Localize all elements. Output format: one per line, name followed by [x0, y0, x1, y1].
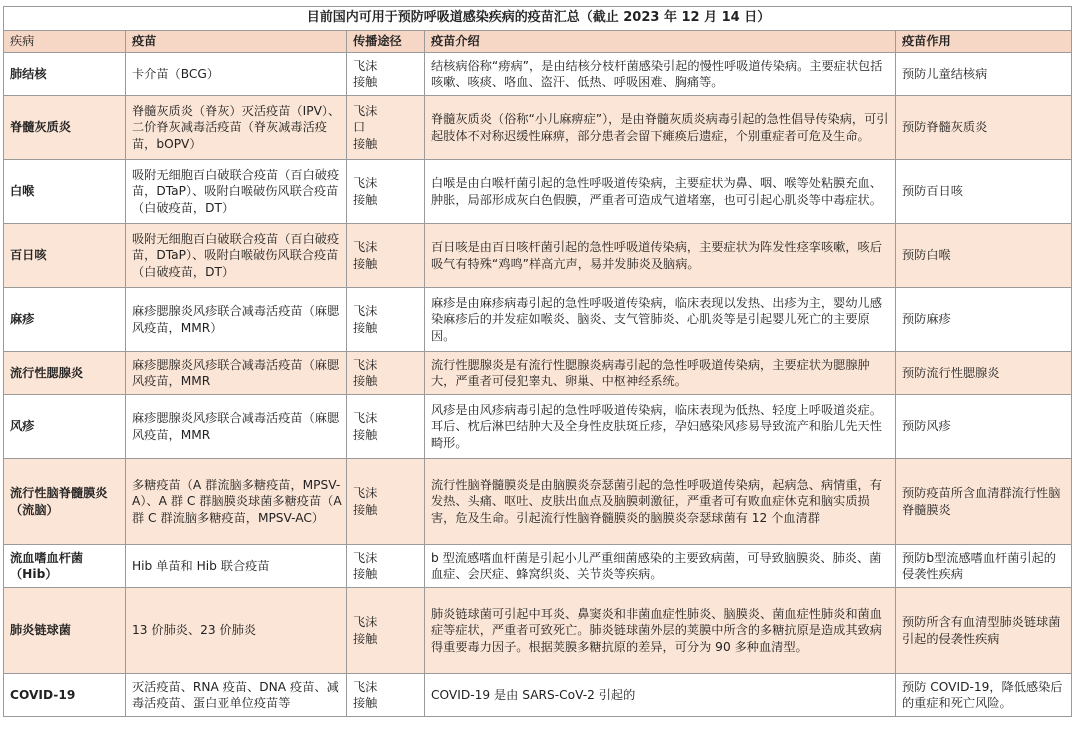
table-row: [4, 674, 1072, 717]
cell-disease: 流行性脑脊髓膜炎（流脑）: [4, 459, 126, 545]
table-title: 目前国内可用于预防呼吸道感染疾病的疫苗汇总（截止 2023 年 12 月 14 日）: [4, 7, 1072, 31]
cell-vaccine: 麻疹腮腺炎风疹联合减毒活疫苗（麻腮风疫苗，MMR）: [126, 288, 347, 352]
cell-vaccine: 麻疹腮腺炎风疹联合减毒活疫苗（麻腮风疫苗，MMR: [126, 352, 347, 395]
cell-intro: 脊髓灰质炎（俗称“小儿麻痹症”），是由脊髓灰质炎病毒引起的急性倡导传染病，可引起肢体不对称迟缓性麻痹，部分患者会留下瘫痪后遗症，个别重症者可危及生命。: [425, 96, 896, 160]
cell-intro: 百日咳是由百日咳杆菌引起的急性呼吸道传染病，主要症状为阵发性痉挛咳嗽，咳后吸气有特殊“鸡鸣”样高亢声，易并发肺炎及脑病。: [425, 224, 896, 288]
cell-intro: COVID-19 是由 SARS-CoV-2 引起的: [425, 674, 896, 717]
cell-effect: 预防所含有血清型肺炎链球菌引起的侵袭性疾病: [896, 588, 1072, 674]
header-route: 传播途径: [347, 31, 425, 53]
header-row: [4, 31, 1072, 53]
cell-vaccine: 卡介苗（BCG）: [126, 53, 347, 96]
cell-vaccine: 吸附无细胞百白破联合疫苗（百白破疫苗，DTaP）、吸附白喉破伤风联合疫苗（白破疫苗，DT）: [126, 160, 347, 224]
table-row: [4, 53, 1072, 96]
vaccine-summary-table-container: [3, 6, 1071, 717]
header-vaccine: 疫苗: [126, 31, 347, 53]
header-intro: 疫苗介绍: [425, 31, 896, 53]
cell-disease: 流行性腮腺炎: [4, 352, 126, 395]
cell-vaccine: 13 价肺炎、23 价肺炎: [126, 588, 347, 674]
title-row: [4, 7, 1072, 31]
cell-route: 飞沫 接触: [347, 352, 425, 395]
cell-intro: 白喉是由白喉杆菌引起的急性呼吸道传染病，主要症状为鼻、咽、喉等处粘膜充血、肿胀，局部形成灰白色假膜，严重者可造成气道堵塞，也可引起心肌炎等中毒症状。: [425, 160, 896, 224]
table-row: [4, 545, 1072, 588]
cell-effect: 预防脊髓灰质炎: [896, 96, 1072, 160]
cell-intro: 肺炎链球菌可引起中耳炎、鼻窦炎和非菌血症性肺炎、脑膜炎、菌血症性肺炎和菌血症等症状，严重者可致死亡。肺炎链球菌外层的荚膜中所含的多糖抗原是造成其致病得重要毒力因子。根据荚膜多糖抗原的差异，可分为 90 多种血清型。: [425, 588, 896, 674]
cell-vaccine: 吸附无细胞百白破联合疫苗（百白破疫苗，DTaP）、吸附白喉破伤风联合疫苗（白破疫苗，DT）: [126, 224, 347, 288]
cell-route: 飞沫 接触: [347, 588, 425, 674]
cell-route: 飞沫 接触: [347, 224, 425, 288]
header-disease: 疾病: [4, 31, 126, 53]
cell-intro: 流行性腮腺炎是有流行性腮腺炎病毒引起的急性呼吸道传染病，主要症状为腮腺肿大，严重者可侵犯睾丸、卵巢、中枢神经系统。: [425, 352, 896, 395]
cell-route: 飞沫 接触: [347, 674, 425, 717]
cell-effect: 预防疫苗所含血清群流行性脑脊髓膜炎: [896, 459, 1072, 545]
table-body: [4, 53, 1072, 717]
table-row: [4, 224, 1072, 288]
cell-disease: 风疹: [4, 395, 126, 459]
cell-disease: 麻疹: [4, 288, 126, 352]
cell-effect: 预防白喉: [896, 224, 1072, 288]
cell-intro: b 型流感嗜血杆菌是引起小儿严重细菌感染的主要致病菌，可导致脑膜炎、肺炎、菌血症、会厌症、蜂窝织炎、关节炎等疾病。: [425, 545, 896, 588]
cell-disease: 流血嗜血杆菌（Hib）: [4, 545, 126, 588]
cell-vaccine: Hib 单苗和 Hib 联合疫苗: [126, 545, 347, 588]
header-effect: 疫苗作用: [896, 31, 1072, 53]
table-row: [4, 352, 1072, 395]
cell-intro: 风疹是由风疹病毒引起的急性呼吸道传染病，临床表现为低热、轻度上呼吸道炎症。耳后、枕后淋巴结肿大及全身性皮肤斑丘疹，孕妇感染风疹易导致流产和胎儿先天性畸形。: [425, 395, 896, 459]
cell-effect: 预防风疹: [896, 395, 1072, 459]
cell-disease: 脊髓灰质炎: [4, 96, 126, 160]
vaccine-summary-table: [3, 6, 1072, 717]
cell-effect: 预防麻疹: [896, 288, 1072, 352]
cell-route: 飞沫 接触: [347, 545, 425, 588]
cell-vaccine: 麻疹腮腺炎风疹联合减毒活疫苗（麻腮风疫苗，MMR: [126, 395, 347, 459]
cell-disease: 白喉: [4, 160, 126, 224]
cell-effect: 预防 COVID-19，降低感染后的重症和死亡风险。: [896, 674, 1072, 717]
cell-route: 飞沫 接触: [347, 459, 425, 545]
cell-intro: 麻疹是由麻疹病毒引起的急性呼吸道传染病，临床表现以发热、出疹为主，婴幼儿感染麻疹后的并发症如喉炎、脑炎、支气管肺炎、心肌炎等是引起婴儿死亡的主要原因。: [425, 288, 896, 352]
cell-intro: 结核病俗称“痨病”，是由结核分枝杆菌感染引起的慢性呼吸道传染病。主要症状包括咳嗽、咳痰、咯血、盗汗、低热、呼吸困难、胸痛等。: [425, 53, 896, 96]
cell-vaccine: 灭活疫苗、RNA 疫苗、DNA 疫苗、减毒活疫苗、蛋白亚单位疫苗等: [126, 674, 347, 717]
cell-effect: 预防b型流感嗜血杆菌引起的侵袭性疾病: [896, 545, 1072, 588]
cell-vaccine: 多糖疫苗（A 群流脑多糖疫苗，MPSV-A）、A 群 C 群脑膜炎球菌多糖疫苗（A 群 C 群流脑多糖疫苗，MPSV-AC）: [126, 459, 347, 545]
cell-effect: 预防百日咳: [896, 160, 1072, 224]
cell-effect: 预防儿童结核病: [896, 53, 1072, 96]
cell-route: 飞沫 接触: [347, 288, 425, 352]
cell-route: 飞沫 接触: [347, 160, 425, 224]
table-row: [4, 288, 1072, 352]
cell-effect: 预防流行性腮腺炎: [896, 352, 1072, 395]
table-row: [4, 459, 1072, 545]
table-row: [4, 395, 1072, 459]
cell-route: 飞沫 接触: [347, 53, 425, 96]
table-row: [4, 96, 1072, 160]
cell-disease: 肺炎链球菌: [4, 588, 126, 674]
cell-route: 飞沫 口 接触: [347, 96, 425, 160]
cell-disease: 肺结核: [4, 53, 126, 96]
cell-disease: 百日咳: [4, 224, 126, 288]
cell-vaccine: 脊髓灰质炎（脊灰）灭活疫苗（IPV）、二价脊灰减毒活疫苗（脊灰减毒活疫苗，bOPV）: [126, 96, 347, 160]
cell-route: 飞沫 接触: [347, 395, 425, 459]
cell-disease: COVID-19: [4, 674, 126, 717]
cell-intro: 流行性脑脊髓膜炎是由脑膜炎奈瑟菌引起的急性呼吸道传染病，起病急、病情重，有发热、头痛、呕吐、皮肤出血点及脑膜刺激征，严重者可有败血症休克和脑实质损害，危及生命。引起流行性脑脊髓膜炎的脑膜炎奈瑟球菌有 12 个血清群: [425, 459, 896, 545]
table-row: [4, 588, 1072, 674]
table-row: [4, 160, 1072, 224]
